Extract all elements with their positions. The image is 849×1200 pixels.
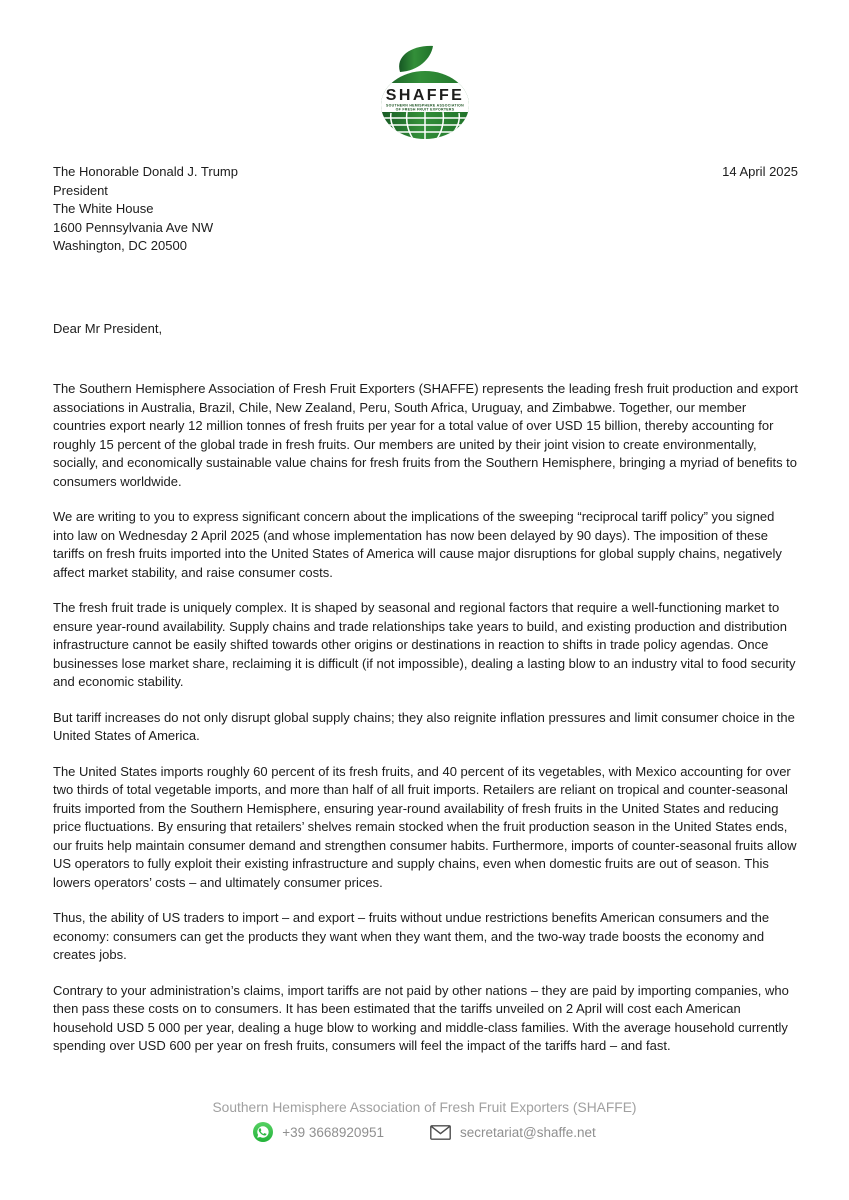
paragraph-4: But tariff increases do not only disrupt global supply chains; they also reignite inflation pressures and limit consumer choice in the United States of America. [53, 709, 795, 743]
address-row [53, 163, 798, 256]
footer-org-name: Southern Hemisphere Association of Fresh Fruit Exporters (SHAFFE) [212, 1100, 637, 1115]
logo-tagline-line1: SOUTHERN HEMISPHERE ASSOCIATION [385, 103, 464, 108]
recipient-city: Washington, DC 20500 [53, 238, 187, 253]
shaffe-logo-icon [379, 44, 471, 140]
recipient-title: President [53, 182, 108, 198]
logo-tagline-line2: OF FRESH FRUIT EXPORTERS [395, 107, 454, 112]
envelope-icon [430, 1125, 451, 1140]
recipient-street: 1600 Pennsylvania Ave NW [53, 219, 214, 235]
recipient-name: The Honorable Donald J. Trump [53, 164, 238, 179]
whatsapp-icon [253, 1122, 273, 1142]
paragraph-7: Contrary to your administration’s claims, import tariffs are not paid by other nations – they are paid by importing companies, who then pass these costs on to consumers. It has been estimated that the tariffs unveiled on 2 April will cost each American household USD 5 000 per year, dealing a huge blow to working and middle-class families. With the average household currently spending over USD 600 per year on fresh fruits, consumers will feel the impact of the tariffs hard – and fast. [53, 982, 789, 1053]
leaf-icon [399, 46, 433, 72]
recipient-address [53, 163, 238, 256]
paragraph-5: The United States imports roughly 60 percent of its fresh fruits, and 40 percent of its vegetables, with Mexico accounting for over two thirds of total vegetable imports, and more than half of all fruit imports. Retailers are reliant on tropical and counter-seasonal fruits imported from the Southern Hemisphere, ensuring year-round availability of fresh fruits in the United States and reducing price fluctuations. By ensuring that retailers’ shelves remain stocked when the fruit production season in the United States ends, our fruits help maintain consumer demand and strengthen consumer habits. Furthermore, imports of counter-seasonal fruits allow US operators to fully exploit their existing infrastructure and supply chains, even when domestic fruits are out of season. This lowers operators’ costs – and ultimately consumer prices. [53, 763, 797, 890]
footer-contact-row [0, 1122, 849, 1142]
paragraph-1: The Southern Hemisphere Association of Fresh Fruit Exporters (SHAFFE) represents the leading fresh fruit production and export associations in Australia, Brazil, Chile, New Zealand, Peru, South Africa, Uruguay, and Zimbabwe. Together, our member countries export nearly 12 million tonnes of fresh fruits per year for a total value of over USD 15 billion, thereby accounting for roughly 15 percent of the global trade in fresh fruits. Our members are united by their joint vision to create environmentally, socially, and economically sustainable value chains for fresh fruits from the Southern Hemisphere, bringing a myriad of benefits to consumers worldwide. [53, 381, 798, 489]
recipient-org: The White House [53, 201, 154, 216]
paragraph-6: Thus, the ability of US traders to import – and export – fruits without undue restrictions benefits American consumers and the economy: consumers can get the products they want when they want them, and the two-way trade boosts the economy and creates jobs. [53, 910, 770, 962]
salutation: Dear Mr President, [53, 320, 163, 336]
footer-email: secretariat@shaffe.net [459, 1124, 596, 1140]
footer-phone: +39 3668920951 [282, 1124, 384, 1140]
letter-date: 14 April 2025 [722, 164, 798, 179]
footer-email-item [430, 1125, 596, 1140]
paragraph-3: The fresh fruit trade is uniquely complex. It is shaped by seasonal and regional factors that require a well-functioning market to ensure year-round availability. Supply chains and trade relationships take years to build, and existing production and distribution infrastructure cannot be easily shifted towards other origins or destinations in reaction to shifts in trade policy agendas. Once businesses lose market share, reclaiming it is difficult (if not impossible), dealing a lasting blow to an industry vital to food security and economic stability. [53, 600, 796, 689]
letter-body [53, 163, 798, 1073]
logo-container [0, 44, 849, 140]
footer-phone-item [253, 1122, 384, 1142]
paragraph-2: We are writing to you to express significant concern about the implications of the sweeping “reciprocal tariff policy” you signed into law on Wednesday 2 April 2025 (and whose implementation has now been delayed by 90 days). The imposition of these tariffs on fresh fruits imported into the United States of America will cause major disruptions for global supply chains, negatively affect market stability, and raise consumer costs. [53, 509, 782, 580]
logo-acronym: SHAFFE [385, 87, 464, 104]
